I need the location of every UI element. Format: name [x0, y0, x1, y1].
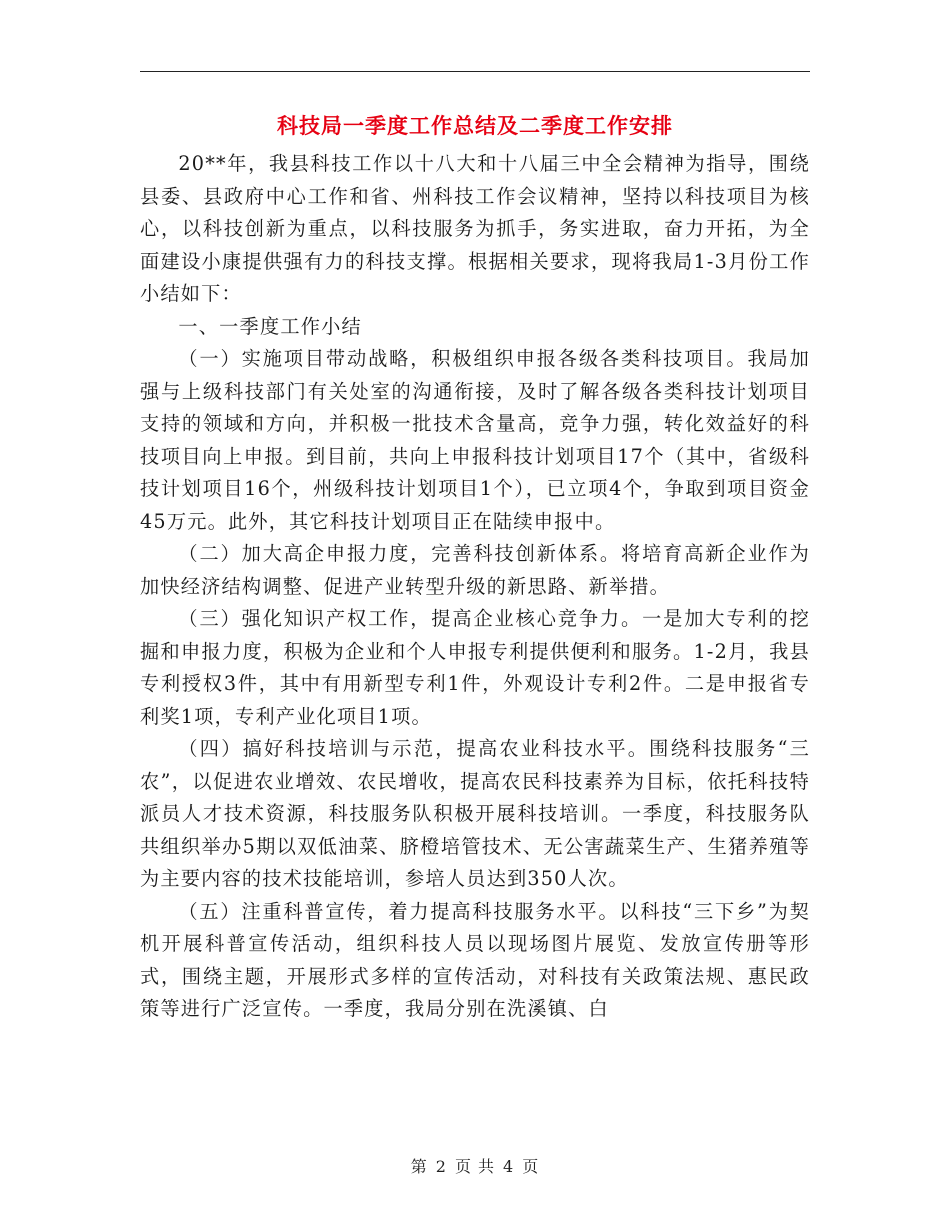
page-total: 4: [503, 1157, 515, 1176]
paragraph-item-1: （一）实施项目带动战略，积极组织申报各级各类科技项目。我局加强与上级科技部门有关处室的沟通衔接，及时了解各级各类科技计划项目支持的领域和方向，并积极一批技术含量高，竞争力强，转化效益好的科技项目向上申报。到目前，共向上申报科技计划项目17个（其中，省级科技计划项目16个，州级科技计划项目1个），已立项4个，争取到项目资金45万元。此外，其它科技计划项目正在陆续申报中。: [140, 347, 810, 533]
paragraph-item-4: （四）搞好科技培训与示范，提高农业科技水平。围绕科技服务“三农”，以促进农业增效、农民增收，提高农民科技素养为目标，依托科技特派员人才技术资源，科技服务队积极开展科技培训。一季度，科技服务队共组织举办5期以双低油菜、脐橙培管技术、无公害蔬菜生产、生猪养殖等为主要内容的技术技能培训，参培人员达到350人次。: [140, 737, 810, 890]
document-body: [140, 148, 810, 1026]
footer-suffix: 页: [522, 1157, 540, 1176]
footer-middle: 页 共: [454, 1157, 496, 1176]
page-number: 2: [435, 1157, 447, 1176]
paragraph-item-3: （三）强化知识产权工作，提高企业核心竞争力。一是加大专利的挖掘和申报力度，积极为企业和个人申报专利提供便利和服务。1-2月，我县专利授权3件，其中有用新型专利1件，外观设计专利2件。二是申报省专利奖1项，专利产业化项目1项。: [140, 607, 810, 728]
section-heading: 一、一季度工作小结: [178, 314, 362, 338]
header-rule: [140, 71, 810, 72]
document-title: 科技局一季度工作总结及二季度工作安排: [277, 114, 673, 138]
page-footer: [0, 1154, 950, 1177]
footer-prefix: 第: [410, 1157, 428, 1176]
paragraph-intro: 20**年，我县科技工作以十八大和十八届三中全会精神为指导，围绕县委、县政府中心工作和省、州科技工作会议精神，坚持以科技项目为核心，以科技创新为重点，以科技服务为抓手，务实进取，奋力开拓，为全面建设小康提供强有力的科技支撑。根据相关要求，现将我局1-3月份工作小结如下：: [140, 152, 810, 305]
paragraph-item-2: （二）加大高企申报力度，完善科技创新体系。将培育高新企业作为加快经济结构调整、促进产业转型升级的新思路、新举措。: [140, 542, 810, 598]
paragraph-item-5: （五）注重科普宣传，着力提高科技服务水平。以科技“三下乡”为契机开展科普宣传活动，组织科技人员以现场图片展览、发放宣传册等形式，围绕主题，开展形式多样的宣传活动，对科技有关政策法规、惠民政策等进行广泛宣传。一季度，我局分别在洗溪镇、白: [140, 899, 810, 1020]
